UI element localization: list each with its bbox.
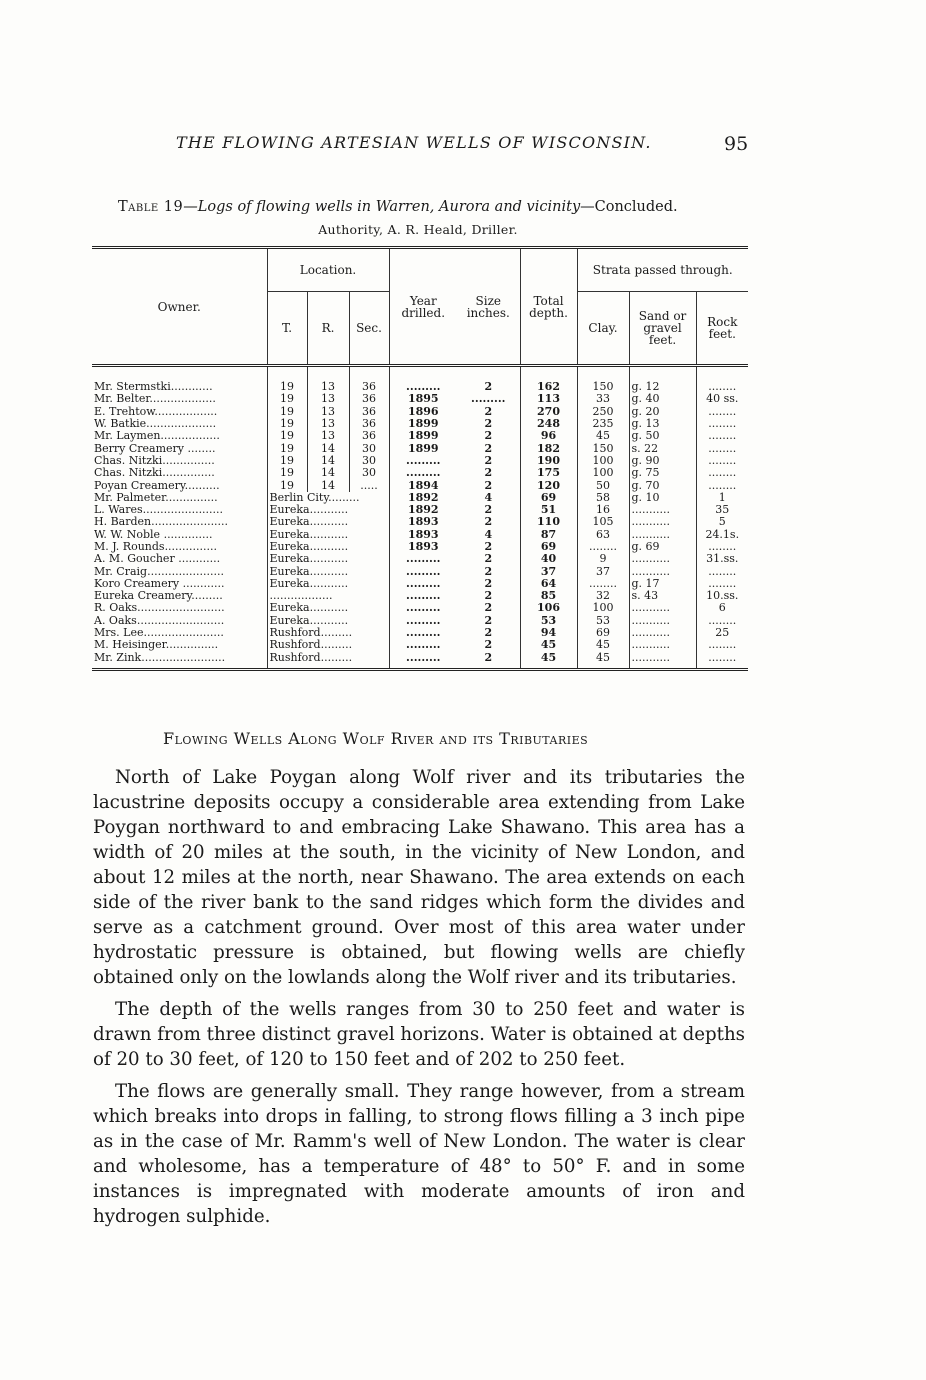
cell-rock: 5 bbox=[696, 516, 748, 528]
table-label: Table 19 bbox=[118, 199, 184, 215]
cell-clay: 9 bbox=[577, 553, 629, 565]
table-caption-tail: —Concluded. bbox=[580, 199, 678, 215]
cell-sand: g. 50 bbox=[629, 430, 696, 442]
cell-size: 2 bbox=[484, 405, 493, 418]
cell-township: 19 bbox=[267, 467, 307, 479]
cell-year: 1893 bbox=[389, 541, 457, 553]
cell-section: 36 bbox=[349, 406, 389, 418]
cell-range: 14 bbox=[307, 479, 349, 491]
cell-size: 4 bbox=[484, 528, 493, 541]
cell-sand: ........... bbox=[629, 516, 696, 528]
cell-section: 36 bbox=[349, 366, 389, 394]
cell-place: Rushford......... bbox=[267, 639, 389, 651]
table-row bbox=[92, 590, 748, 602]
cell-owner: E. Trehtow.................. bbox=[94, 405, 218, 418]
table-row bbox=[92, 455, 748, 467]
cell-sand: s. 43 bbox=[629, 590, 696, 602]
cell-range: 14 bbox=[307, 442, 349, 454]
cell-owner: W. W. Noble .............. bbox=[94, 528, 213, 541]
cell-rock: ........ bbox=[696, 639, 748, 651]
cell-sand: g. 17 bbox=[629, 578, 696, 590]
cell-depth: 106 bbox=[520, 602, 577, 614]
cell-clay: 16 bbox=[577, 504, 629, 516]
cell-year: 1896 bbox=[389, 406, 457, 418]
cell-rock: ........ bbox=[696, 467, 748, 479]
cell-rock: 24.1s. bbox=[696, 529, 748, 541]
cell-rock: ........ bbox=[696, 541, 748, 553]
cell-township: 19 bbox=[267, 442, 307, 454]
cell-rock: 31.ss. bbox=[696, 553, 748, 565]
cell-owner: M. Heisinger............... bbox=[94, 639, 219, 652]
cell-size: 2 bbox=[484, 430, 493, 443]
header-owner: Owner. bbox=[92, 248, 267, 366]
cell-depth: 120 bbox=[520, 479, 577, 491]
cell-size: 2 bbox=[484, 442, 493, 455]
cell-clay: 100 bbox=[577, 467, 629, 479]
table-body bbox=[92, 366, 748, 670]
cell-clay: 150 bbox=[577, 366, 629, 394]
cell-year: 1899 bbox=[389, 430, 457, 442]
cell-range: 13 bbox=[307, 366, 349, 394]
cell-clay: ........ bbox=[577, 578, 629, 590]
cell-range: 13 bbox=[307, 406, 349, 418]
header-r: R. bbox=[307, 292, 349, 366]
cell-depth: 45 bbox=[520, 639, 577, 651]
cell-clay: 45 bbox=[577, 430, 629, 442]
cell-clay: 53 bbox=[577, 615, 629, 627]
cell-rock: 40 ss. bbox=[696, 393, 748, 405]
paragraph: The depth of the wells ranges from 30 to 250 feet and water is drawn from three distinct gravel horizons. Water is obtained at depths of 20 to 30 feet, of 120 to 150 feet and of 202 to 250 feet. bbox=[93, 999, 745, 1070]
cell-clay: 50 bbox=[577, 479, 629, 491]
cell-year: ......... bbox=[389, 602, 457, 614]
cell-year: 1899 bbox=[389, 418, 457, 430]
cell-size: 2 bbox=[484, 577, 493, 590]
cell-sand: g. 69 bbox=[629, 541, 696, 553]
cell-range: 13 bbox=[307, 430, 349, 442]
cell-clay: 250 bbox=[577, 406, 629, 418]
cell-clay: 100 bbox=[577, 455, 629, 467]
cell-clay: 69 bbox=[577, 627, 629, 639]
cell-sand: ........... bbox=[629, 565, 696, 577]
cell-sand: g. 13 bbox=[629, 418, 696, 430]
cell-owner: Eureka Creamery......... bbox=[94, 590, 223, 603]
cell-owner: Mr. Palmeter............... bbox=[94, 491, 218, 504]
header-year: Year drilled. bbox=[389, 248, 457, 366]
cell-depth: 96 bbox=[520, 430, 577, 442]
cell-clay: 58 bbox=[577, 492, 629, 504]
cell-size: 2 bbox=[484, 380, 493, 394]
cell-clay: 45 bbox=[577, 652, 629, 670]
table-row bbox=[92, 366, 748, 394]
cell-year: ......... bbox=[389, 467, 457, 479]
header-clay: Clay. bbox=[577, 292, 629, 366]
cell-township: 19 bbox=[267, 418, 307, 430]
cell-clay: 100 bbox=[577, 602, 629, 614]
cell-year: ......... bbox=[389, 590, 457, 602]
paragraph: North of Lake Poygan along Wolf river and its tributaries the lacustrine deposits occupy a considerable area extending from Lake Poygan northward to and embracing Lake Shawano. This area has a width of 20 miles at the south, in the vicinity of New London, and about 12 miles at the north, near Shawano. The area extends on each side of the river bank to the sand ridges which form the divides and serve as a catchment ground. Over most of this area water under hydrostatic pressure is obtained, but flowing wells are chiefly obtained only on the lowlands along the Wolf river and its tributaries. bbox=[93, 767, 745, 988]
cell-section: 30 bbox=[349, 455, 389, 467]
cell-owner: Mr. Stermstki............ bbox=[94, 380, 213, 394]
cell-owner: H. Barden...................... bbox=[94, 516, 229, 529]
cell-year: ......... bbox=[389, 615, 457, 627]
cell-place: Rushford......... bbox=[267, 652, 389, 670]
cell-rock: ........ bbox=[696, 652, 748, 670]
cell-size: 2 bbox=[484, 540, 493, 553]
cell-size: 2 bbox=[484, 639, 493, 652]
cell-place: Rushford......... bbox=[267, 627, 389, 639]
cell-depth: 51 bbox=[520, 504, 577, 516]
header-location: Location. bbox=[267, 248, 389, 292]
cell-size: 2 bbox=[484, 417, 493, 431]
cell-depth: 113 bbox=[520, 393, 577, 405]
cell-owner: Mrs. Lee....................... bbox=[94, 626, 224, 640]
cell-clay: 37 bbox=[577, 565, 629, 577]
page-number: 95 bbox=[724, 133, 749, 155]
table-authority bbox=[0, 222, 826, 237]
cell-section: 30 bbox=[349, 467, 389, 479]
cell-rock: ........ bbox=[696, 455, 748, 467]
cell-rock: ........ bbox=[696, 479, 748, 491]
cell-year: 1893 bbox=[389, 529, 457, 541]
cell-rock: 35 bbox=[696, 504, 748, 516]
cell-township: 19 bbox=[267, 366, 307, 394]
cell-depth: 110 bbox=[520, 516, 577, 528]
table-row bbox=[92, 541, 748, 553]
cell-depth: 40 bbox=[520, 553, 577, 565]
cell-depth: 87 bbox=[520, 529, 577, 541]
table-row bbox=[92, 553, 748, 565]
cell-clay: 45 bbox=[577, 639, 629, 651]
cell-depth: 270 bbox=[520, 406, 577, 418]
cell-sand: ........... bbox=[629, 553, 696, 565]
cell-size: 2 bbox=[484, 503, 493, 517]
table-row bbox=[92, 442, 748, 454]
cell-depth: 85 bbox=[520, 590, 577, 602]
cell-year: 1892 bbox=[389, 492, 457, 504]
cell-size: 2 bbox=[484, 454, 493, 467]
header-rock: Rock feet. bbox=[696, 292, 748, 366]
cell-clay: ........ bbox=[577, 541, 629, 553]
cell-depth: 45 bbox=[520, 652, 577, 670]
cell-sand: ........... bbox=[629, 652, 696, 670]
cell-size: 2 bbox=[484, 626, 493, 640]
cell-owner: Mr. Craig...................... bbox=[94, 565, 225, 578]
cell-owner: W. Batkie.................... bbox=[94, 417, 217, 431]
table-caption-title: —Logs of flowing wells in Warren, Aurora and vicinity bbox=[183, 199, 581, 215]
header-sand: Sand or gravel feet. bbox=[629, 292, 696, 366]
cell-sand: ........... bbox=[629, 615, 696, 627]
cell-year: ......... bbox=[389, 366, 457, 394]
cell-year: ......... bbox=[389, 553, 457, 565]
cell-owner: Chas. Nitzki............... bbox=[94, 467, 215, 480]
cell-rock: 1 bbox=[696, 492, 748, 504]
cell-rock: ........ bbox=[696, 418, 748, 430]
cell-year: ......... bbox=[389, 639, 457, 651]
cell-range: 13 bbox=[307, 418, 349, 430]
cell-year: 1895 bbox=[389, 393, 457, 405]
cell-sand: ........... bbox=[629, 529, 696, 541]
cell-sand: g. 20 bbox=[629, 406, 696, 418]
cell-size: 2 bbox=[484, 479, 493, 492]
table-row bbox=[92, 529, 748, 541]
table-row bbox=[92, 393, 748, 405]
cell-section: 36 bbox=[349, 418, 389, 430]
cell-depth: 190 bbox=[520, 455, 577, 467]
cell-depth: 69 bbox=[520, 541, 577, 553]
cell-place: Eureka........... bbox=[267, 553, 389, 565]
cell-owner: Mr. Laymen................. bbox=[94, 430, 220, 443]
cell-depth: 182 bbox=[520, 442, 577, 454]
cell-rock: ........ bbox=[696, 615, 748, 627]
table-row bbox=[92, 492, 748, 504]
table-row bbox=[92, 652, 748, 670]
table-row bbox=[92, 639, 748, 651]
cell-year: ......... bbox=[389, 455, 457, 467]
well-logs-table bbox=[92, 246, 748, 675]
cell-year: ......... bbox=[389, 565, 457, 577]
cell-sand: g. 75 bbox=[629, 467, 696, 479]
cell-depth: 53 bbox=[520, 615, 577, 627]
table-row bbox=[92, 602, 748, 614]
cell-owner: Poyan Creamery.......... bbox=[94, 479, 220, 492]
cell-size: 2 bbox=[484, 651, 493, 664]
cell-place: Berlin City......... bbox=[267, 492, 389, 504]
cell-year: ......... bbox=[389, 578, 457, 590]
cell-year: 1892 bbox=[389, 504, 457, 516]
cell-rock: 6 bbox=[696, 602, 748, 614]
cell-place: Eureka........... bbox=[267, 602, 389, 614]
cell-year: 1893 bbox=[389, 516, 457, 528]
cell-clay: 63 bbox=[577, 529, 629, 541]
table-row bbox=[92, 467, 748, 479]
cell-year: ......... bbox=[389, 627, 457, 639]
cell-owner: Berry Creamery ........ bbox=[94, 442, 216, 455]
cell-place: Eureka........... bbox=[267, 504, 389, 516]
cell-sand: g. 40 bbox=[629, 393, 696, 405]
cell-owner: L. Wares....................... bbox=[94, 503, 224, 517]
cell-depth: 37 bbox=[520, 565, 577, 577]
cell-clay: 235 bbox=[577, 418, 629, 430]
table-row bbox=[92, 406, 748, 418]
cell-clay: 105 bbox=[577, 516, 629, 528]
table-row bbox=[92, 516, 748, 528]
cell-depth: 248 bbox=[520, 418, 577, 430]
cell-sand: g. 90 bbox=[629, 455, 696, 467]
table-row bbox=[92, 430, 748, 442]
table-row bbox=[92, 418, 748, 430]
cell-year: 1899 bbox=[389, 442, 457, 454]
cell-place: Eureka........... bbox=[267, 529, 389, 541]
cell-township: 19 bbox=[267, 455, 307, 467]
cell-size: 2 bbox=[484, 553, 493, 566]
cell-place: Eureka........... bbox=[267, 578, 389, 590]
cell-place: .................. bbox=[267, 590, 389, 602]
table-row bbox=[92, 615, 748, 627]
table-caption bbox=[118, 199, 728, 215]
header-size: Size inches. bbox=[457, 248, 520, 366]
cell-rock: ........ bbox=[696, 442, 748, 454]
cell-owner: M. J. Rounds............... bbox=[94, 540, 218, 553]
table-row bbox=[92, 627, 748, 639]
cell-year: 1894 bbox=[389, 479, 457, 491]
cell-sand: g. 12 bbox=[629, 366, 696, 394]
cell-rock: 25 bbox=[696, 627, 748, 639]
table-row bbox=[92, 565, 748, 577]
header-t: T. bbox=[267, 292, 307, 366]
cell-owner: Mr. Belter................... bbox=[94, 393, 216, 406]
cell-sand: g. 70 bbox=[629, 479, 696, 491]
cell-range: 13 bbox=[307, 393, 349, 405]
cell-sand: ........... bbox=[629, 627, 696, 639]
cell-place: Eureka........... bbox=[267, 516, 389, 528]
table-row bbox=[92, 504, 748, 516]
cell-owner: Koro Creamery ............ bbox=[94, 577, 225, 590]
cell-rock: 10.ss. bbox=[696, 590, 748, 602]
authority-text: Authority, A. R. Heald, Driller. bbox=[318, 222, 518, 237]
cell-size: 2 bbox=[484, 565, 493, 578]
cell-place: Eureka........... bbox=[267, 615, 389, 627]
header-depth: Total depth. bbox=[520, 248, 577, 366]
body-text bbox=[93, 765, 745, 1236]
section-heading-text: Flowing Wells Along Wolf River and its Tributaries bbox=[163, 729, 589, 748]
cell-rock: ........ bbox=[696, 430, 748, 442]
cell-township: 19 bbox=[267, 430, 307, 442]
running-title: THE FLOWING ARTESIAN WELLS OF WISCONSIN. bbox=[176, 133, 652, 152]
cell-sand: ........... bbox=[629, 504, 696, 516]
cell-depth: 69 bbox=[520, 492, 577, 504]
cell-section: 36 bbox=[349, 430, 389, 442]
cell-section: 30 bbox=[349, 442, 389, 454]
cell-size: 4 bbox=[484, 491, 493, 504]
header-sec: Sec. bbox=[349, 292, 389, 366]
cell-clay: 32 bbox=[577, 590, 629, 602]
cell-clay: 33 bbox=[577, 393, 629, 405]
cell-rock: ........ bbox=[696, 406, 748, 418]
paragraph: The flows are generally small. They range however, from a stream which breaks into drops in falling, to strong flows filling a 3 inch pipe as in the case of Mr. Ramm's well of New London. The water is clear and wholesome, has a temperature of 48° to 50° F. and in some instances is impregnated with moderate amounts of iron and hydrogen sulphide. bbox=[93, 1081, 745, 1227]
cell-sand: s. 22 bbox=[629, 442, 696, 454]
cell-depth: 175 bbox=[520, 467, 577, 479]
cell-size: 2 bbox=[484, 467, 493, 480]
table-bottom-rule bbox=[92, 669, 748, 675]
cell-section: 36 bbox=[349, 393, 389, 405]
cell-depth: 162 bbox=[520, 366, 577, 394]
cell-depth: 64 bbox=[520, 578, 577, 590]
header-strata: Strata passed through. bbox=[577, 248, 748, 292]
cell-township: 19 bbox=[267, 479, 307, 491]
cell-size: 2 bbox=[484, 516, 493, 529]
cell-range: 14 bbox=[307, 467, 349, 479]
cell-owner: A. Oaks......................... bbox=[94, 614, 225, 627]
cell-depth: 94 bbox=[520, 627, 577, 639]
cell-rock: ........ bbox=[696, 565, 748, 577]
cell-sand: ........... bbox=[629, 639, 696, 651]
cell-size: 2 bbox=[484, 590, 493, 603]
cell-size: 2 bbox=[484, 614, 493, 627]
cell-rock: ........ bbox=[696, 578, 748, 590]
cell-sand: ........... bbox=[629, 602, 696, 614]
cell-place: Eureka........... bbox=[267, 565, 389, 577]
cell-owner: A. M. Goucher ............ bbox=[94, 553, 221, 566]
cell-size: 2 bbox=[484, 602, 493, 615]
cell-owner: R. Oaks......................... bbox=[94, 602, 225, 615]
cell-section: ..... bbox=[349, 479, 389, 491]
cell-year: ......... bbox=[389, 652, 457, 670]
cell-sand: g. 10 bbox=[629, 492, 696, 504]
cell-township: 19 bbox=[267, 406, 307, 418]
cell-range: 14 bbox=[307, 455, 349, 467]
cell-owner: Chas. Nitzki............... bbox=[94, 454, 215, 467]
cell-place: Eureka........... bbox=[267, 541, 389, 553]
cell-clay: 150 bbox=[577, 442, 629, 454]
cell-rock: ........ bbox=[696, 366, 748, 394]
table-row bbox=[92, 578, 748, 590]
table-row bbox=[92, 479, 748, 491]
cell-township: 19 bbox=[267, 393, 307, 405]
cell-owner: Mr. Zink........................ bbox=[94, 651, 226, 664]
cell-size: ......... bbox=[471, 393, 506, 406]
